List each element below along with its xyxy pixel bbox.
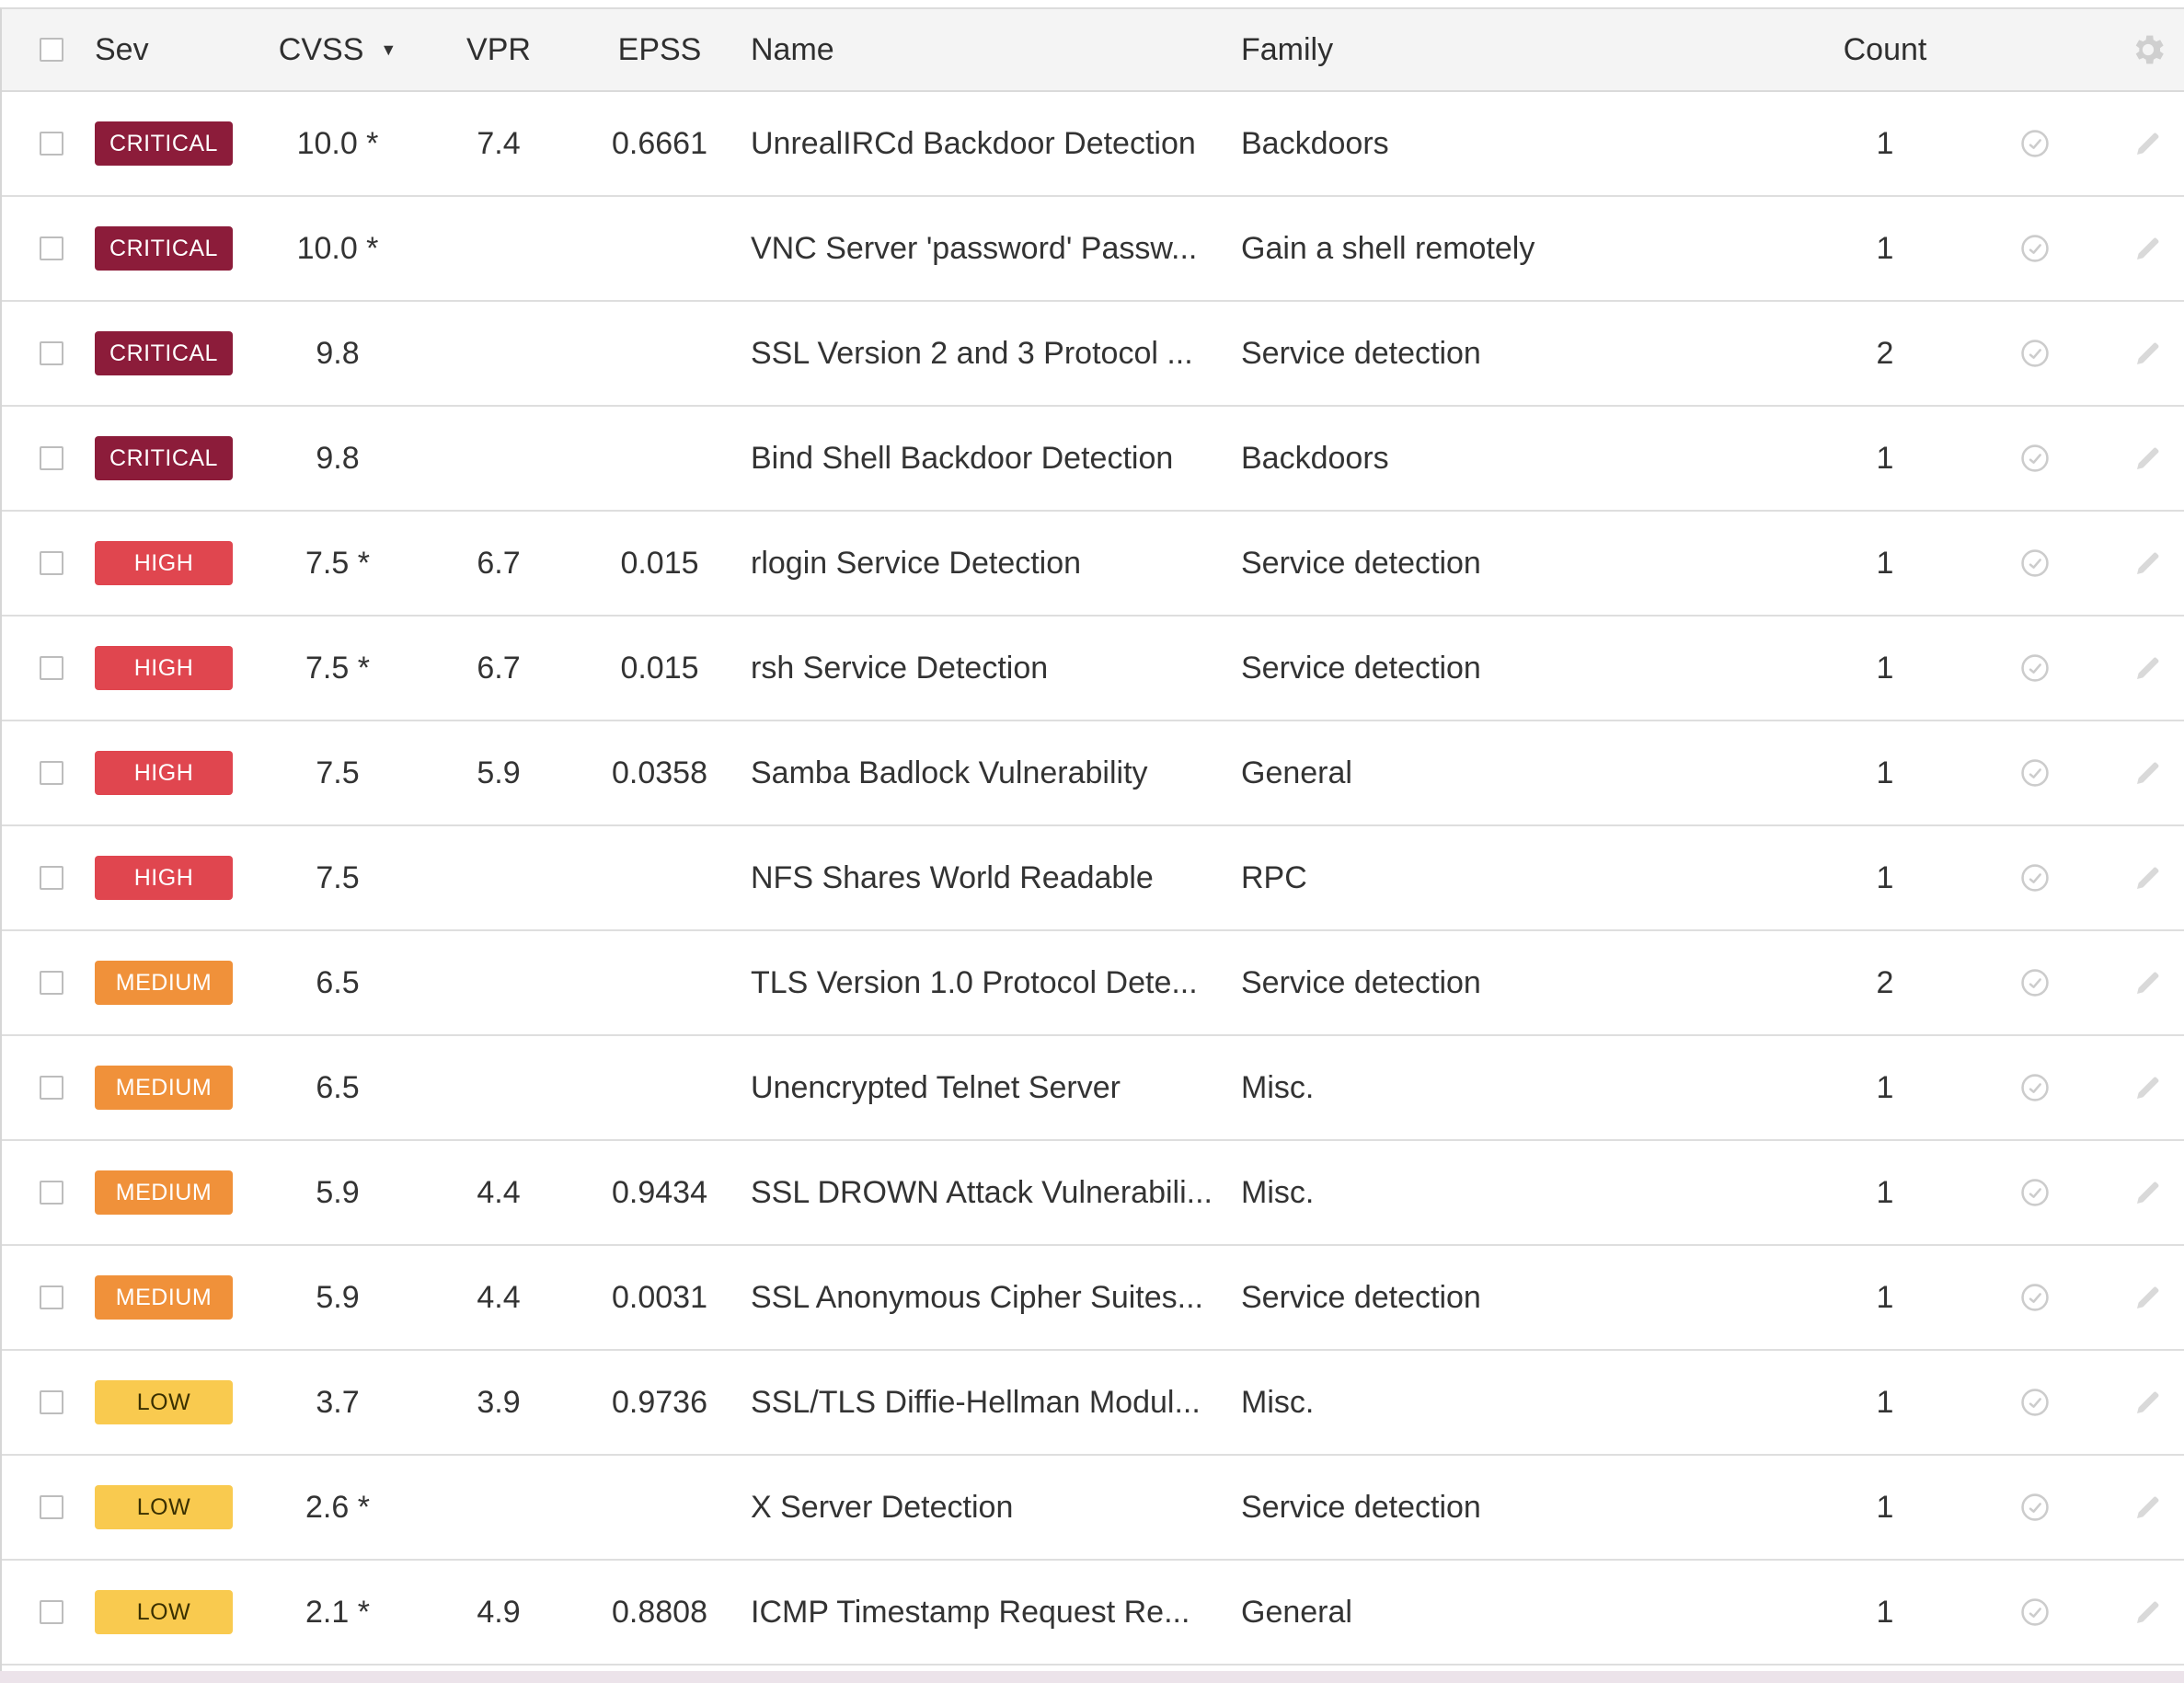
vpr-score: 7.4 — [477, 125, 521, 161]
plugin-name: Unencrypted Telnet Server — [751, 1069, 1121, 1105]
cvss-score: 5.9 — [316, 1279, 360, 1315]
row-checkbox[interactable] — [40, 236, 63, 260]
vpr-score: 4.4 — [477, 1174, 521, 1210]
plugin-name: SSL/TLS Diffie-Hellman Modul... — [751, 1384, 1201, 1420]
row-checkbox[interactable] — [40, 1181, 63, 1205]
severity-badge: HIGH — [95, 646, 233, 690]
row-select-cell — [37, 826, 66, 929]
edit-button[interactable] — [2125, 617, 2171, 720]
row-select-cell — [37, 1036, 66, 1139]
vpr-score — [443, 197, 554, 300]
severity-badge: HIGH — [95, 541, 233, 585]
column-header-epss-label: EPSS — [617, 31, 702, 67]
bottom-edge-strip — [0, 1671, 2184, 1683]
plugin-family: Misc. — [1241, 1384, 1315, 1420]
row-select-cell — [37, 1456, 66, 1559]
table-row[interactable] — [2, 512, 2184, 617]
table-row[interactable] — [2, 1141, 2184, 1246]
row-select-cell — [37, 512, 66, 615]
plugin-name: SSL Version 2 and 3 Protocol ... — [751, 335, 1193, 371]
severity-badge: LOW — [95, 1380, 233, 1424]
pencil-icon — [2133, 1493, 2163, 1522]
plugin-family: RPC — [1241, 859, 1307, 895]
severity-badge: MEDIUM — [95, 1275, 233, 1320]
table-row[interactable] — [2, 931, 2184, 1036]
column-header-count[interactable] — [1793, 9, 1977, 90]
vpr-score: 5.9 — [477, 755, 521, 790]
pencil-icon — [2133, 1073, 2163, 1102]
row-checkbox[interactable] — [40, 132, 63, 156]
column-header-cvss-label: CVSS — [278, 31, 364, 67]
snooze-button[interactable] — [2012, 197, 2058, 300]
column-header-vpr-label: VPR — [466, 31, 531, 67]
finding-count: 1 — [1876, 1384, 1894, 1420]
plugin-family: Service detection — [1241, 1279, 1481, 1315]
epss-score — [591, 826, 729, 929]
finding-count: 1 — [1876, 230, 1894, 266]
edit-button[interactable] — [2125, 1036, 2171, 1139]
pencil-icon — [2133, 968, 2163, 997]
row-checkbox[interactable] — [40, 551, 63, 575]
cvss-score: 2.1 * — [305, 1594, 370, 1630]
table-row[interactable] — [2, 1036, 2184, 1141]
cvss-score: 5.9 — [316, 1174, 360, 1210]
snooze-clock-icon — [2019, 443, 2051, 474]
vpr-score: 4.9 — [477, 1594, 521, 1630]
epss-score: 0.0358 — [612, 755, 707, 790]
edit-button[interactable] — [2125, 92, 2171, 195]
row-select-cell — [37, 931, 66, 1034]
plugin-family: General — [1241, 755, 1352, 790]
plugin-family: Misc. — [1241, 1069, 1315, 1105]
severity-cell — [95, 617, 233, 720]
column-header-count-label: Count — [1843, 31, 1927, 67]
plugin-name: rsh Service Detection — [751, 650, 1049, 686]
edit-button[interactable] — [2125, 302, 2171, 405]
epss-score: 0.9736 — [612, 1384, 707, 1420]
vpr-score — [443, 407, 554, 510]
finding-count: 1 — [1876, 440, 1894, 476]
plugin-name: VNC Server 'password' Passw... — [751, 230, 1198, 266]
vpr-score — [443, 826, 554, 929]
cvss-score: 7.5 * — [305, 650, 370, 686]
table-header-row — [2, 9, 2184, 92]
table-settings-button[interactable] — [2125, 9, 2171, 90]
edit-button[interactable] — [2125, 1246, 2171, 1349]
row-checkbox[interactable] — [40, 656, 63, 680]
column-header-sev[interactable] — [95, 9, 233, 90]
snooze-button[interactable] — [2012, 1141, 2058, 1244]
epss-score — [591, 931, 729, 1034]
table-row[interactable] — [2, 617, 2184, 721]
plugin-family: Service detection — [1241, 964, 1481, 1000]
epss-score: 0.8808 — [612, 1594, 707, 1630]
cvss-score: 6.5 — [316, 964, 360, 1000]
finding-count: 1 — [1876, 125, 1894, 161]
cvss-score: 10.0 * — [296, 230, 379, 266]
edit-button[interactable] — [2125, 407, 2171, 510]
severity-badge: LOW — [95, 1590, 233, 1634]
pencil-icon — [2133, 863, 2163, 893]
row-checkbox[interactable] — [40, 1390, 63, 1414]
epss-score: 0.015 — [620, 650, 699, 686]
epss-score: 0.6661 — [612, 125, 707, 161]
row-select-cell — [37, 1246, 66, 1349]
snooze-clock-icon — [2019, 1387, 2051, 1418]
plugin-name: TLS Version 1.0 Protocol Dete... — [751, 964, 1198, 1000]
plugin-family: Service detection — [1241, 545, 1481, 581]
severity-badge: MEDIUM — [95, 961, 233, 1005]
snooze-button[interactable] — [2012, 92, 2058, 195]
edit-button[interactable] — [2125, 512, 2171, 615]
row-checkbox[interactable] — [40, 1285, 63, 1309]
severity-cell — [95, 1351, 233, 1454]
plugin-family: Service detection — [1241, 335, 1481, 371]
row-select-cell — [37, 1351, 66, 1454]
cvss-score: 9.8 — [316, 335, 360, 371]
pencil-icon — [2133, 444, 2163, 473]
plugin-family: General — [1241, 1594, 1352, 1630]
column-header-family[interactable] — [1241, 9, 1756, 90]
severity-badge: MEDIUM — [95, 1066, 233, 1110]
gear-icon — [2129, 30, 2167, 69]
plugin-family: Service detection — [1241, 1489, 1481, 1525]
snooze-clock-icon — [2019, 233, 2051, 264]
column-header-sev-label: Sev — [95, 31, 149, 67]
table-row[interactable] — [2, 197, 2184, 302]
table-row[interactable] — [2, 302, 2184, 407]
snooze-clock-icon — [2019, 1597, 2051, 1628]
snooze-button[interactable] — [2012, 1036, 2058, 1139]
sort-descending-icon[interactable]: ▼ — [380, 40, 397, 59]
vpr-score: 6.7 — [477, 545, 521, 581]
plugin-family: Service detection — [1241, 650, 1481, 686]
snooze-clock-icon — [2019, 1177, 2051, 1208]
plugin-family: Backdoors — [1241, 125, 1389, 161]
severity-cell — [95, 1561, 233, 1664]
severity-cell — [95, 721, 233, 824]
finding-count: 1 — [1876, 1489, 1894, 1525]
column-header-cvss[interactable] — [269, 9, 407, 90]
edit-button[interactable] — [2125, 721, 2171, 824]
epss-score: 0.0031 — [612, 1279, 707, 1315]
pencil-icon — [2133, 653, 2163, 683]
snooze-button[interactable] — [2012, 1561, 2058, 1664]
column-header-name-label: Name — [751, 31, 834, 67]
table-row[interactable] — [2, 826, 2184, 931]
vpr-score: 3.9 — [477, 1384, 521, 1420]
snooze-button[interactable] — [2012, 512, 2058, 615]
pencil-icon — [2133, 234, 2163, 263]
pencil-icon — [2133, 548, 2163, 578]
plugin-name: ICMP Timestamp Request Re... — [751, 1594, 1190, 1630]
finding-count: 1 — [1876, 755, 1894, 790]
cvss-score: 6.5 — [316, 1069, 360, 1105]
row-checkbox[interactable] — [40, 341, 63, 365]
cvss-score: 7.5 — [316, 859, 360, 895]
cvss-score: 2.6 * — [305, 1489, 370, 1525]
cvss-score: 7.5 * — [305, 545, 370, 581]
table-row[interactable] — [2, 92, 2184, 197]
edit-button[interactable] — [2125, 1351, 2171, 1454]
row-checkbox[interactable] — [40, 971, 63, 995]
severity-cell — [95, 1456, 233, 1559]
row-checkbox[interactable] — [40, 866, 63, 890]
row-select-cell — [37, 197, 66, 300]
vulnerabilities-table — [0, 7, 2184, 1671]
vpr-score — [443, 1036, 554, 1139]
pencil-icon — [2133, 758, 2163, 788]
snooze-clock-icon — [2019, 1072, 2051, 1103]
pencil-icon — [2133, 339, 2163, 368]
plugin-name: X Server Detection — [751, 1489, 1014, 1525]
severity-cell — [95, 1246, 233, 1349]
snooze-button[interactable] — [2012, 302, 2058, 405]
pencil-icon — [2133, 1178, 2163, 1207]
snooze-clock-icon — [2019, 862, 2051, 893]
finding-count: 1 — [1876, 1279, 1894, 1315]
plugin-name: rlogin Service Detection — [751, 545, 1082, 581]
snooze-clock-icon — [2019, 338, 2051, 369]
select-all-checkbox[interactable] — [40, 38, 63, 62]
finding-count: 2 — [1876, 964, 1894, 1000]
plugin-name: UnrealIRCd Backdoor Detection — [751, 125, 1196, 161]
cvss-score: 7.5 — [316, 755, 360, 790]
severity-badge: CRITICAL — [95, 121, 233, 166]
column-header-family-label: Family — [1241, 31, 1334, 67]
pencil-icon — [2133, 1283, 2163, 1312]
plugin-name: Samba Badlock Vulnerability — [751, 755, 1148, 790]
column-header-epss[interactable] — [591, 9, 729, 90]
row-select-cell — [37, 617, 66, 720]
vpr-score — [443, 1456, 554, 1559]
severity-badge: HIGH — [95, 856, 233, 900]
row-select-cell — [37, 1561, 66, 1664]
plugin-family: Misc. — [1241, 1174, 1315, 1210]
table-row[interactable] — [2, 1351, 2184, 1456]
epss-score — [591, 407, 729, 510]
vpr-score: 6.7 — [477, 650, 521, 686]
vpr-score — [443, 302, 554, 405]
vpr-score: 4.4 — [477, 1279, 521, 1315]
finding-count: 1 — [1876, 859, 1894, 895]
select-all-cell — [37, 9, 66, 90]
snooze-clock-icon — [2019, 1282, 2051, 1313]
row-select-cell — [37, 407, 66, 510]
cvss-score: 9.8 — [316, 440, 360, 476]
snooze-clock-icon — [2019, 1492, 2051, 1523]
table-row[interactable] — [2, 1561, 2184, 1666]
pencil-icon — [2133, 1388, 2163, 1417]
severity-badge: HIGH — [95, 751, 233, 795]
row-select-cell — [37, 92, 66, 195]
snooze-button[interactable] — [2012, 617, 2058, 720]
severity-badge: CRITICAL — [95, 226, 233, 271]
snooze-button[interactable] — [2012, 826, 2058, 929]
snooze-button[interactable] — [2012, 407, 2058, 510]
plugin-name: Bind Shell Backdoor Detection — [751, 440, 1174, 476]
plugin-name: SSL DROWN Attack Vulnerabili... — [751, 1174, 1213, 1210]
plugin-name: NFS Shares World Readable — [751, 859, 1154, 895]
pencil-icon — [2133, 1597, 2163, 1627]
severity-cell — [95, 302, 233, 405]
epss-score: 0.9434 — [612, 1174, 707, 1210]
severity-cell — [95, 197, 233, 300]
pencil-icon — [2133, 129, 2163, 158]
severity-cell — [95, 1036, 233, 1139]
epss-score: 0.015 — [620, 545, 699, 581]
snooze-button[interactable] — [2012, 1351, 2058, 1454]
edit-button[interactable] — [2125, 197, 2171, 300]
edit-button[interactable] — [2125, 1141, 2171, 1244]
finding-count: 1 — [1876, 1594, 1894, 1630]
snooze-button[interactable] — [2012, 931, 2058, 1034]
edit-button[interactable] — [2125, 1561, 2171, 1664]
table-row[interactable] — [2, 721, 2184, 826]
epss-score — [591, 197, 729, 300]
severity-cell — [95, 512, 233, 615]
severity-badge: LOW — [95, 1485, 233, 1529]
row-select-cell — [37, 302, 66, 405]
epss-score — [591, 1036, 729, 1139]
row-checkbox[interactable] — [40, 446, 63, 470]
row-select-cell — [37, 721, 66, 824]
plugin-family: Backdoors — [1241, 440, 1389, 476]
epss-score — [591, 1456, 729, 1559]
table-row[interactable] — [2, 1456, 2184, 1561]
edit-button[interactable] — [2125, 931, 2171, 1034]
snooze-clock-icon — [2019, 548, 2051, 579]
severity-badge: CRITICAL — [95, 436, 233, 480]
edit-button[interactable] — [2125, 1456, 2171, 1559]
snooze-clock-icon — [2019, 128, 2051, 159]
snooze-clock-icon — [2019, 757, 2051, 789]
vpr-score — [443, 931, 554, 1034]
finding-count: 1 — [1876, 1174, 1894, 1210]
finding-count: 2 — [1876, 335, 1894, 371]
row-checkbox[interactable] — [40, 761, 63, 785]
severity-badge: MEDIUM — [95, 1170, 233, 1215]
finding-count: 1 — [1876, 650, 1894, 686]
edit-button[interactable] — [2125, 826, 2171, 929]
severity-cell — [95, 931, 233, 1034]
severity-badge: CRITICAL — [95, 331, 233, 375]
snooze-button[interactable] — [2012, 721, 2058, 824]
snooze-clock-icon — [2019, 652, 2051, 684]
table-row[interactable] — [2, 407, 2184, 512]
table-row[interactable] — [2, 1246, 2184, 1351]
snooze-clock-icon — [2019, 967, 2051, 998]
plugin-name: SSL Anonymous Cipher Suites... — [751, 1279, 1204, 1315]
row-checkbox[interactable] — [40, 1495, 63, 1519]
column-header-vpr[interactable] — [443, 9, 554, 90]
cvss-score: 3.7 — [316, 1384, 360, 1420]
row-select-cell — [37, 1141, 66, 1244]
cvss-score: 10.0 * — [296, 125, 379, 161]
epss-score — [591, 302, 729, 405]
column-header-name[interactable] — [751, 9, 1211, 90]
snooze-button[interactable] — [2012, 1456, 2058, 1559]
severity-cell — [95, 826, 233, 929]
snooze-button[interactable] — [2012, 1246, 2058, 1349]
severity-cell — [95, 407, 233, 510]
finding-count: 1 — [1876, 545, 1894, 581]
row-checkbox[interactable] — [40, 1076, 63, 1100]
plugin-family: Gain a shell remotely — [1241, 230, 1535, 266]
severity-cell — [95, 1141, 233, 1244]
row-checkbox[interactable] — [40, 1600, 63, 1624]
finding-count: 1 — [1876, 1069, 1894, 1105]
severity-cell — [95, 92, 233, 195]
